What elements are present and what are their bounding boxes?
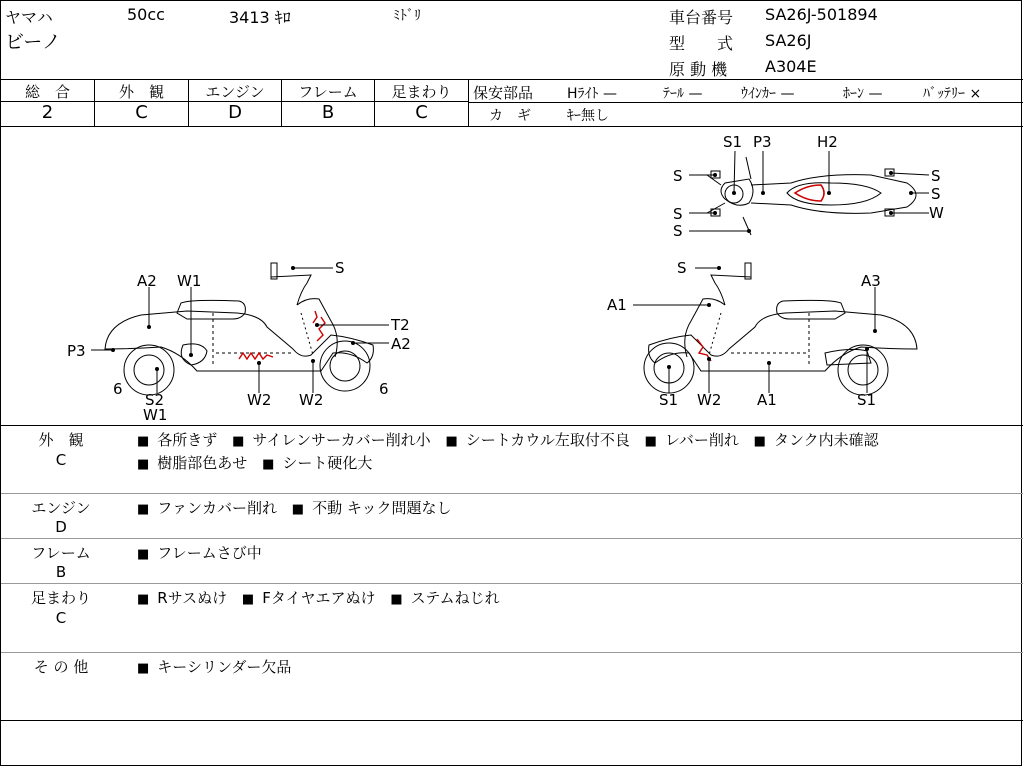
diagram-label: 6 [113,380,123,398]
mileage: 3413 ｷﾛ [229,8,291,27]
section-other-title: そ の 他 [33,658,89,676]
diagram-label: A1 [607,296,627,314]
section-engine-title: エンジン [31,499,91,517]
body-color: ﾐﾄﾞﾘ [393,8,421,24]
model-name: ビーノ [5,31,61,53]
divider [1,538,1023,539]
diagram-label: S1 [723,133,743,151]
top-view-scooter [707,157,916,235]
diagram-label: W [929,204,944,222]
diagram-label: S [677,259,687,277]
leader-lines [91,151,929,393]
marker-dots [111,171,913,371]
grade-exterior-label: 外 観 [118,83,164,101]
diagram-label: W2 [697,391,722,409]
grade-suspension-value: C [415,102,428,123]
diagram-label: P3 [753,133,772,151]
section-engine-items: ■ ファンカバー削れ ■ 不動 キック問題なし [137,499,452,517]
divider [1,79,1023,80]
section-exterior-title: 外 観 [38,431,84,449]
diagram-label: S1 [659,391,679,409]
grade-suspension-label: 足まわり [391,83,452,101]
safety-battery: ﾊﾞｯﾃﾘｰ × [923,86,982,102]
key-value: ｷｰ無し [567,108,609,124]
divider [1,583,1023,584]
diagram-label: A1 [757,391,777,409]
safety-headlight: Hﾗｲﾄ — [567,86,617,102]
damage-diagram [1,127,1023,425]
diagram-label: P3 [67,342,86,360]
grade-frame-label: フレーム [298,83,358,101]
diagram-label: S [673,167,683,185]
grade-total-value: 2 [41,102,54,123]
key-label: カ ギ [489,108,531,124]
diagram-label: S [335,259,345,277]
section-frame-grade: B [55,563,67,581]
section-exterior-items-line2: ■ 樹脂部色あせ ■ シート硬化大 [137,454,373,472]
diagram-label: A2 [137,272,157,290]
section-suspension-items: ■ Rサスぬけ ■ Fタイヤエアぬけ ■ ステムねじれ [137,589,500,607]
diagram-label: T2 [391,316,410,334]
grade-frame-value: B [321,102,335,123]
diagram-label: W1 [177,272,202,290]
section-frame-title: フレーム [31,544,91,562]
section-exterior-grade: C [55,451,67,469]
type-value: SA26J [765,31,812,50]
type-label: 型 式 [669,34,734,53]
engine-cc: 50cc [127,5,165,24]
diagram-label: A3 [861,272,881,290]
grade-total-label: 総 合 [24,83,70,101]
grade-engine-label: エンジン [205,83,265,101]
diagram-label: S1 [857,391,877,409]
diagram-label: S [673,205,683,223]
diagram-label: S [673,222,683,240]
divider [1,493,1023,494]
diagram-label: A2 [391,335,411,353]
safety-horn: ﾎｰﾝ — [843,86,883,102]
section-other-items: ■ キーシリンダー欠品 [137,658,292,676]
safety-winker: ｳｲﾝｶｰ — [741,86,795,102]
diagram-label: S2 [145,391,165,409]
damage-marks [239,311,711,361]
safety-label: 保安部品 [473,84,534,102]
engine-value: A304E [765,57,817,76]
chassis-label: 車台番号 [669,8,734,27]
grade-engine-value: D [228,102,242,123]
section-exterior-items-line1: ■ 各所きず ■ サイレンサーカバー削れ小 ■ シートカウル左取付不良 ■ レバー削れ ■ タンク内未確認 [137,431,879,449]
divider [1,425,1023,426]
divider [468,79,469,126]
diagram-label: S [931,185,941,203]
section-engine-grade: D [55,518,67,536]
section-suspension-grade: C [55,609,67,627]
section-suspension-title: 足まわり [30,589,91,607]
maker: ヤマハ [5,8,53,27]
diagram-label: W2 [247,391,272,409]
engine-label: 原 動 機 [669,60,728,79]
diagram-label: S [931,167,941,185]
divider [1,652,1023,653]
chassis-value: SA26J-501894 [765,5,878,24]
diagram-label: 6 [379,380,389,398]
safety-tail: ﾃｰﾙ — [663,86,703,102]
grade-exterior-value: C [135,102,148,123]
diagram-label: W1 [143,406,168,424]
section-frame-items: ■ フレームさび中 [137,544,262,562]
diagram-label: W2 [299,391,324,409]
diagram-label: H2 [817,133,838,151]
divider [1,720,1023,721]
